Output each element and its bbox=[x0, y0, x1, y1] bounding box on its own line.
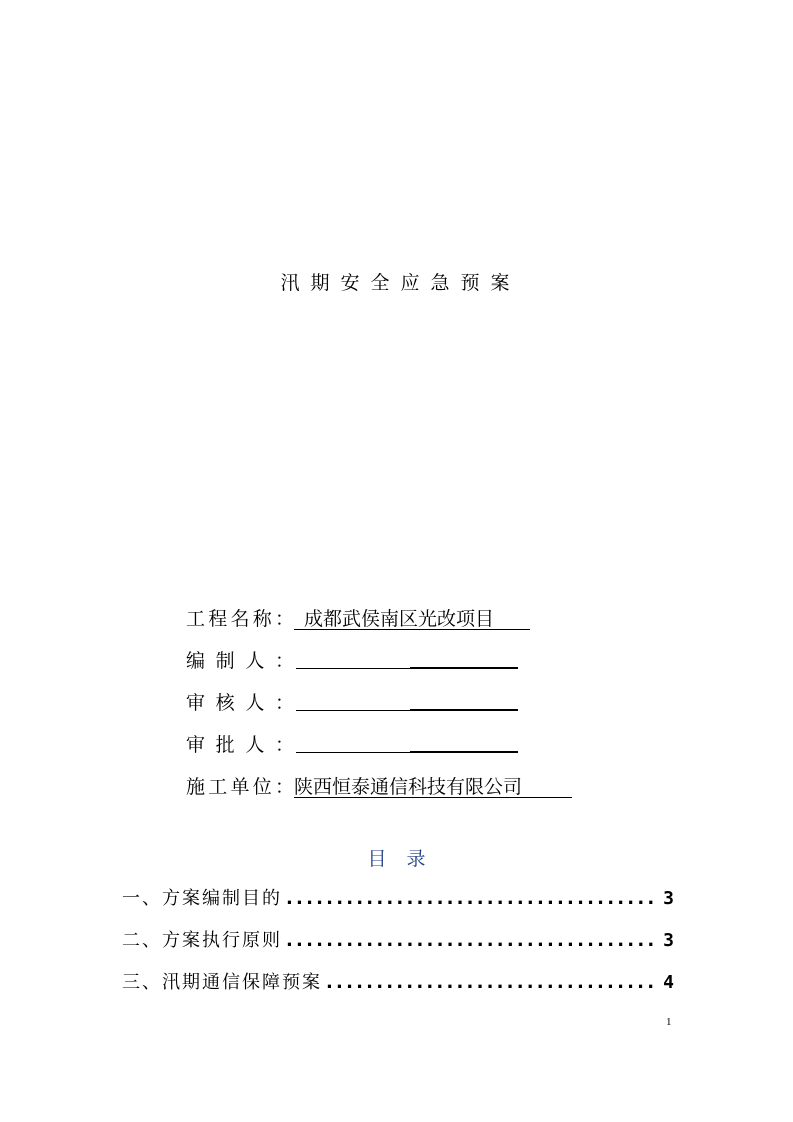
reviewer-underline bbox=[296, 710, 410, 711]
page-number: 1 bbox=[666, 1016, 672, 1028]
reviewer-label: 审核人： bbox=[186, 692, 294, 714]
approver-underline-bold bbox=[410, 751, 518, 753]
project-name-value: 成都武侯南区光改项目 bbox=[294, 604, 530, 630]
approver-underline bbox=[296, 752, 410, 753]
editor-underline bbox=[296, 668, 410, 669]
toc-item[interactable] bbox=[122, 926, 674, 958]
toc-item-page: 4 bbox=[663, 972, 674, 993]
project-name-label: 工程名称： bbox=[186, 608, 294, 630]
contractor-value: 陕西恒泰通信科技有限公司 bbox=[294, 772, 572, 798]
toc-item-page: 3 bbox=[663, 930, 674, 951]
toc-leader-dots bbox=[286, 888, 659, 909]
editor-underline-bold bbox=[410, 667, 518, 669]
toc-leader-dots bbox=[326, 972, 659, 993]
toc-item[interactable] bbox=[122, 968, 674, 1000]
reviewer-field bbox=[294, 688, 518, 714]
toc-item-text: 二、方案执行原则 bbox=[122, 930, 282, 951]
toc-item-text: 一、方案编制目的 bbox=[122, 888, 282, 909]
editor-label: 编制人： bbox=[186, 650, 294, 672]
editor-field bbox=[294, 646, 518, 672]
toc-item-page: 3 bbox=[663, 888, 674, 909]
approver-field bbox=[294, 730, 518, 756]
toc-leader-dots bbox=[286, 930, 659, 951]
toc-item[interactable] bbox=[122, 884, 674, 916]
approver-label: 审批人： bbox=[186, 734, 294, 756]
reviewer-underline-bold bbox=[410, 709, 518, 711]
toc-heading: 目录 bbox=[367, 848, 446, 870]
toc-item-text: 三、汛期通信保障预案 bbox=[122, 972, 322, 993]
contractor-label: 施工单位： bbox=[186, 776, 294, 798]
document-title: 汛期安全应急预案 bbox=[280, 272, 521, 294]
